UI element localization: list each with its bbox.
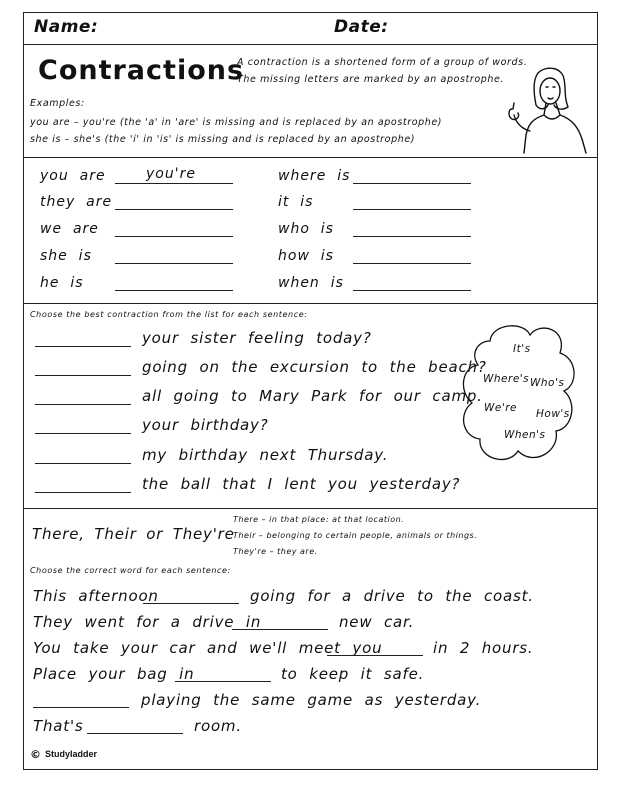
- section3-title: There, Their or They're: [32, 525, 235, 543]
- answer-blank-left-4[interactable]: [115, 263, 233, 264]
- cloud-word-whens: When's: [504, 429, 546, 441]
- sentence-blank-4[interactable]: [35, 433, 131, 434]
- s3-sentence-3a: You take your car and we'll meet you: [33, 639, 383, 657]
- name-label: Name:: [34, 17, 99, 37]
- cloud-word-its: It's: [513, 343, 531, 355]
- page-title: Contractions: [38, 55, 245, 86]
- s3-sentence-1a: This afternoon: [33, 587, 159, 605]
- s3-blank-2[interactable]: [232, 629, 328, 630]
- s3-sentence-2a: They went for a drive in: [33, 613, 262, 631]
- sentence-4: your birthday?: [142, 416, 269, 434]
- sentence-blank-3[interactable]: [35, 404, 131, 405]
- s3-sentence-2b: new car.: [339, 613, 415, 631]
- s3-sentence-6a: That's: [33, 717, 84, 735]
- s3-sentence-6b: room.: [194, 717, 242, 735]
- sentence-blank-6[interactable]: [35, 492, 131, 493]
- word-bank-cloud: [460, 319, 578, 469]
- answer-blank-left-2[interactable]: [115, 209, 233, 210]
- answer-blank-left-3[interactable]: [115, 236, 233, 237]
- studyladder-brand: Studyladder: [45, 749, 98, 759]
- examples-heading: Examples:: [30, 98, 85, 109]
- date-label: Date:: [334, 17, 389, 37]
- s3-blank-3[interactable]: [327, 655, 423, 656]
- example-1: you are – you're (the 'a' in 'are' is missing and is replaced by an apostrophe): [30, 117, 443, 128]
- pair-left-5: he is: [40, 275, 84, 291]
- pair-right-4: how is: [278, 248, 334, 264]
- pair-left-4: she is: [40, 248, 92, 264]
- pair-right-5: when is: [278, 275, 344, 291]
- intro-line-2: The missing letters are marked by an apostrophe.: [237, 74, 505, 85]
- cloud-word-hows: How's: [536, 408, 570, 420]
- s3-sentence-4a: Place your bag in: [33, 665, 195, 683]
- s3-blank-1[interactable]: [143, 603, 239, 604]
- example-2: she is – she's (the 'i' in 'is' is missing and is replaced by an apostrophe): [30, 134, 416, 145]
- pair-right-2: it is: [278, 194, 314, 210]
- answer-blank-right-5[interactable]: [353, 290, 471, 291]
- sentence-blank-1[interactable]: [35, 346, 131, 347]
- s3-sentence-1b: going for a drive to the coast.: [250, 587, 534, 605]
- s3-sentence-3b: in 2 hours.: [433, 639, 534, 657]
- definition-there: There – in that place: at that location.: [233, 515, 405, 524]
- answer-blank-right-3[interactable]: [353, 236, 471, 237]
- sentence-blank-5[interactable]: [35, 463, 131, 464]
- pair-right-1: where is: [278, 168, 351, 184]
- worksheet: [23, 12, 598, 770]
- answer-blank-right-4[interactable]: [353, 263, 471, 264]
- answer-blank-right-2[interactable]: [353, 209, 471, 210]
- answer-blank-left-5[interactable]: [115, 290, 233, 291]
- sentence-6: the ball that I lent you yesterday?: [142, 475, 461, 493]
- section3-instruction: Choose the correct word for each sentence:: [30, 566, 231, 575]
- pair-left-3: we are: [40, 221, 99, 237]
- example-answer: you're: [146, 166, 196, 182]
- sentence-blank-2[interactable]: [35, 375, 131, 376]
- sentence-3: all going to Mary Park for our camp.: [142, 387, 483, 405]
- answer-blank-left-1[interactable]: [115, 183, 233, 184]
- s3-sentence-4b: to keep it safe.: [281, 665, 425, 683]
- pair-left-1: you are: [40, 168, 106, 184]
- s3-blank-5[interactable]: [33, 707, 129, 708]
- sentence-1: your sister feeling today?: [142, 329, 372, 347]
- cloud-word-were: We're: [484, 402, 518, 414]
- answer-blank-right-1[interactable]: [353, 183, 471, 184]
- definition-theyre: They're – they are.: [233, 547, 318, 556]
- section2-instruction: Choose the best contraction from the list for each sentence:: [30, 310, 308, 319]
- sentence-2: going on the excursion to the beach?: [142, 358, 487, 376]
- s3-blank-6[interactable]: [87, 733, 183, 734]
- s3-sentence-5b: playing the same game as yesterday.: [141, 691, 482, 709]
- pair-right-3: who is: [278, 221, 334, 237]
- copyright-icon: ©: [30, 748, 41, 761]
- sentence-5: my birthday next Thursday.: [142, 446, 389, 464]
- intro-line-1: A contraction is a shortened form of a group of words.: [237, 57, 528, 68]
- cloud-word-wheres: Where's: [483, 373, 530, 385]
- cloud-word-whos: Who's: [530, 377, 565, 389]
- pair-left-2: they are: [40, 194, 113, 210]
- teacher-illustration: [502, 65, 592, 157]
- s3-blank-4[interactable]: [175, 681, 271, 682]
- definition-their: Their – belonging to certain people, animals or things.: [233, 531, 478, 540]
